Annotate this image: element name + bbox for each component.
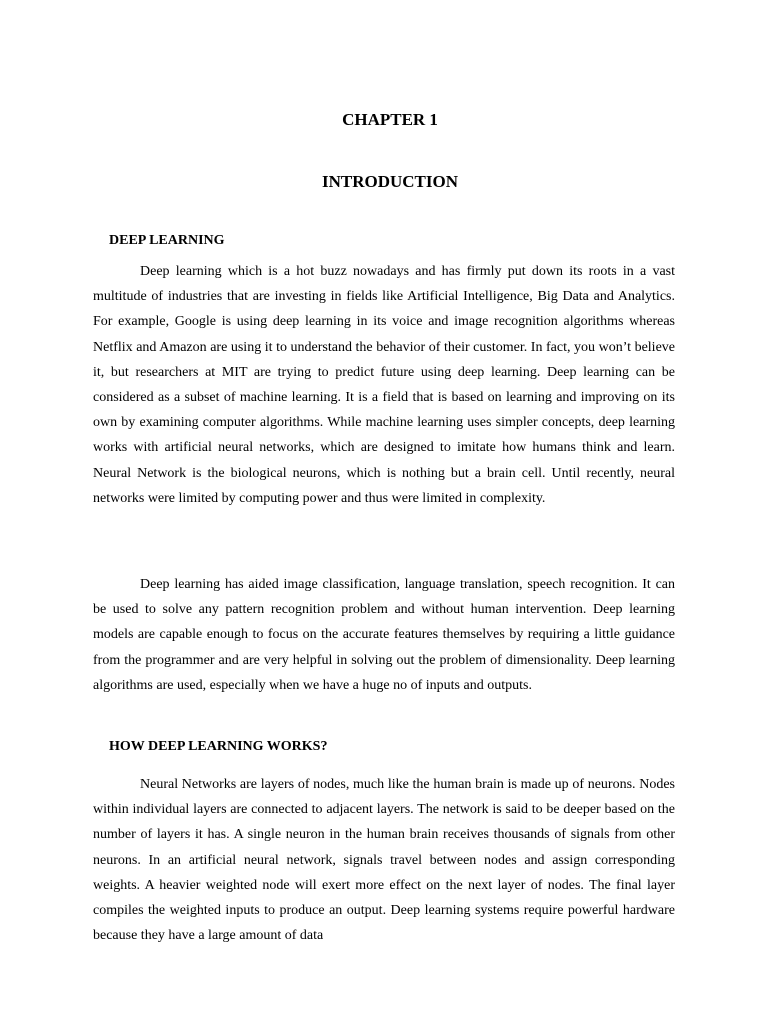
section-heading-deep-learning: DEEP LEARNING bbox=[109, 233, 225, 248]
paragraph-deep-learning-applications: Deep learning has aided image classification, language translation, speech recognition. It can be used to solve any pattern recognition problem and without human intervention. Deep learning models are capable enough to focus on the accurate features themselves by requiring a little guidance from the programmer and are very helpful in solving out the problem of dimensionality. Deep learning algorithms are used, especially when we have a huge no of inputs and outputs. bbox=[93, 577, 675, 693]
chapter-label: CHAPTER 1 bbox=[342, 110, 438, 129]
section-heading-how-deep-learning-works: HOW DEEP LEARNING WORKS? bbox=[109, 739, 328, 754]
paragraph-how-deep-learning-works: Neural Networks are layers of nodes, much like the human brain is made up of neurons. Nodes within individual layers are connected to adjacent layers. The network is said to be deeper based on the number of layers it has. A single neuron in the human brain receives thousands of signals from other neurons. In an artificial neural network, signals travel between nodes and assign corresponding weights. A heavier weighted node will exert more effect on the next layer of nodes. The final layer compiles the weighted inputs to produce an output. Deep learning systems require powerful hardware because they have a large amount of data bbox=[93, 777, 675, 944]
paragraph-deep-learning-intro: Deep learning which is a hot buzz nowadays and has firmly put down its roots in a vast multitude of industries that are investing in fields like Artificial Intelligence, Big Data and Analytics. For example, Google is using deep learning in its voice and image recognition algorithms whereas Netflix and Amazon are using it to understand the behavior of their customer. In fact, you won’t believe it, but researchers at MIT are trying to predict future using deep learning. Deep learning can be considered as a subset of machine learning. It is a field that is based on learning and improving on its own by examining computer algorithms. While machine learning uses simpler concepts, deep learning works with artificial neural networks, which are designed to imitate how humans think and learn. Neural Network is the biological neurons, which is nothing but a brain cell. Until recently, neural networks were limited by computing power and thus were limited in complexity. bbox=[93, 264, 675, 506]
chapter-title: INTRODUCTION bbox=[321, 172, 459, 191]
